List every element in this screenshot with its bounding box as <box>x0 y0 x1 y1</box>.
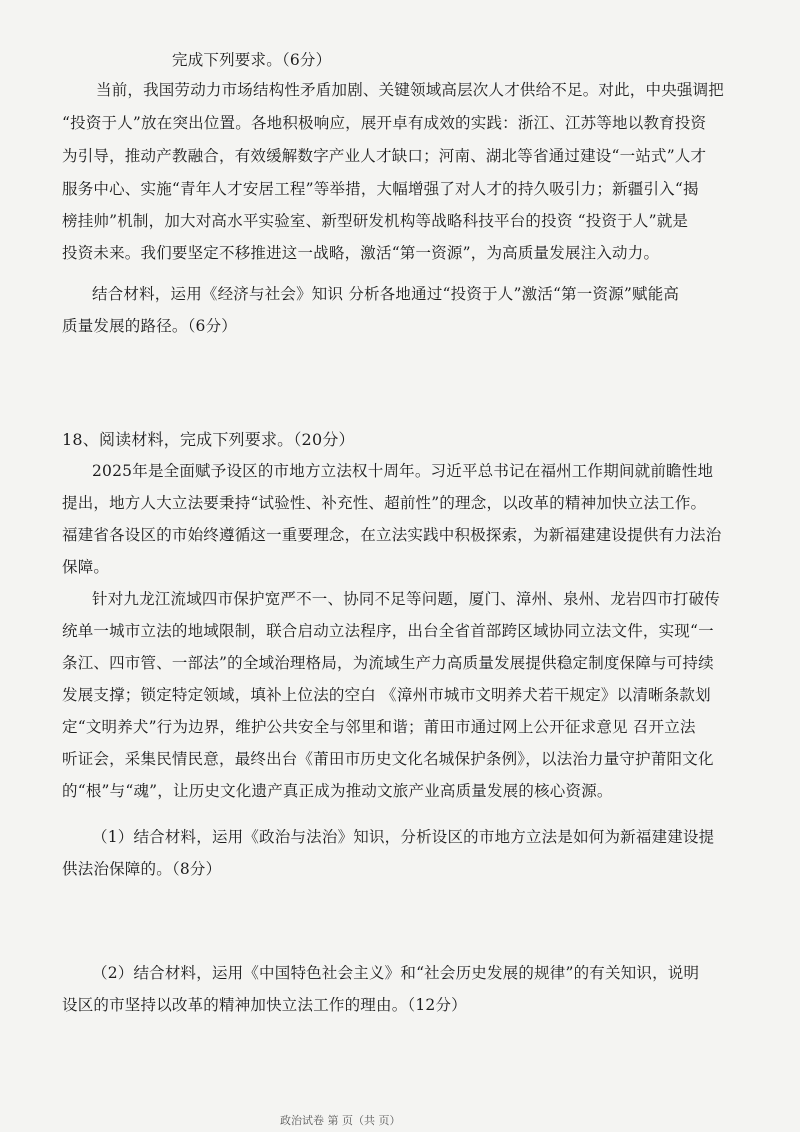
material-18-line: 福建省各设区的市始终遵循这一重要理念，在立法实践中积极探索，为新福建建设提供有力法治 <box>62 526 722 544</box>
question-17-line: 质量发展的路径。（6分） <box>62 317 238 335</box>
material-18-line: 定“文明养犬”行为边界，维护公共安全与邻里和谐；莆田市通过网上公开征求意见 召开立法 <box>62 718 696 736</box>
top-heading: 完成下列要求。（6分） <box>172 51 332 69</box>
question-18-heading: 18、阅读材料，完成下列要求。（20分） <box>62 430 355 449</box>
material-17-line: 为引导，推动产教融合，有效缓解数字产业人才缺口；河南、湖北等省通过建设“一站式”人才 <box>62 147 707 165</box>
material-17-line: 服务中心、实施“青年人才安居工程”等举措，大幅增强了对人才的持久吸引力；新疆引入“揭 <box>62 180 699 198</box>
question-18-2-line: 设区的市坚持以改革的精神加快立法工作的理由。（12分） <box>62 996 467 1014</box>
material-18-line: 听证会，采集民情民意，最终出台《莆田市历史文化名城保护条例》，以法治力量守护莆阳文化 <box>62 750 714 768</box>
material-18-line: 条江、四市管、一部法”的全域治理格局，为流域生产力高质量发展提供稳定制度保障与可持续 <box>62 654 714 672</box>
question-18-2-line: （2）结合材料，运用《中国特色社会主义》和“社会历史发展的规律”的有关知识，说明 <box>92 964 700 982</box>
material-18-line: 统单一城市立法的地域限制，联合启动立法程序，出台全省首部跨区域协同立法文件，实现“一 <box>62 622 714 640</box>
material-17-line: “投资于人”放在突出位置。各地积极响应，展开卓有成效的实践：浙江、江苏等地以教育投资 <box>62 114 707 132</box>
material-17-line: 投资未来。我们要坚定不移推进这一战略，激活“第一资源”，为高质量发展注入动力。 <box>62 244 660 262</box>
material-18-line: 的“根”与“魂”，让历史文化遗产真正成为推动文旅产业高质量发展的核心资源。 <box>62 782 613 800</box>
material-18-line: 发展支撑；锁定特定领域，填补上位法的空白 《漳州市城市文明养犬若干规定》以清晰条款划 <box>62 686 711 704</box>
material-18-line: 针对九龙江流域四市保护宽严不一、协同不足等问题，厦门、漳州、泉州、龙岩四市打破传 <box>92 590 721 608</box>
question-18-1-line: 供法治保障的。（8分） <box>62 860 222 878</box>
question-18-1-line: （1）结合材料，运用《政治与法治》知识，分析设区的市地方立法是如何为新福建建设提 <box>92 828 715 846</box>
material-18-line: 保障。 <box>62 558 110 576</box>
question-17-line: 结合材料，运用《经济与社会》知识 分析各地通过“投资于人”激活“第一资源”赋能高 <box>92 285 680 303</box>
material-17-line: 榜挂帅”机制，加大对高水平实验室、新型研发机构等战略科技平台的投资 “投资于人”就是 <box>62 212 689 230</box>
material-18-line: 2025年是全面赋予设区的市地方立法权十周年。习近平总书记在福州工作期间就前瞻性地 <box>92 462 714 480</box>
page-footer: 政治试卷 第 页（共 页） <box>280 1114 401 1127</box>
material-18-line: 提出，地方人大立法要秉持“试验性、补充性、超前性”的理念，以改革的精神加快立法工作。 <box>62 494 707 512</box>
material-17-line: 当前，我国劳动力市场结构性矛盾加剧、关键领域高层次人才供给不足。对此，中央强调把 <box>96 81 725 99</box>
